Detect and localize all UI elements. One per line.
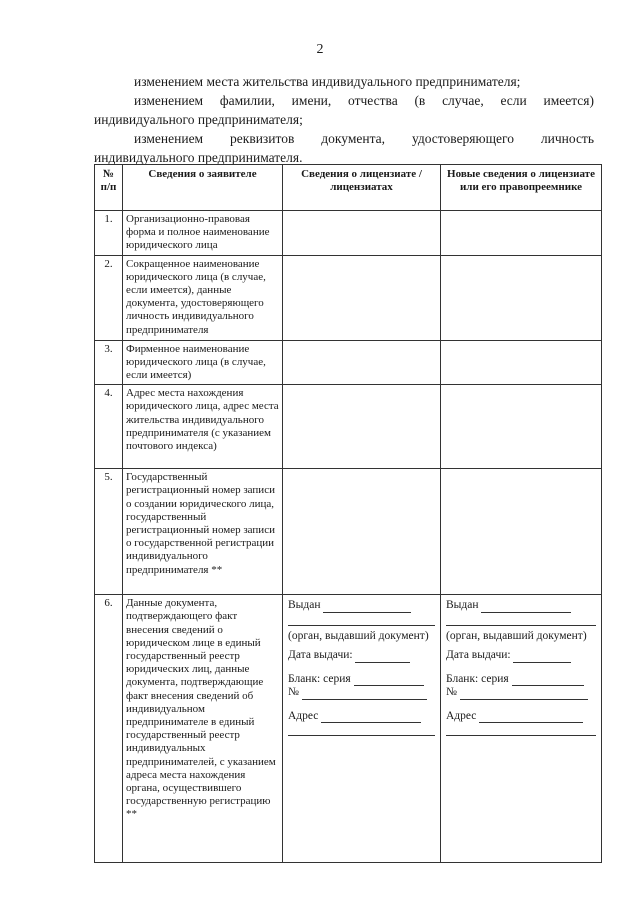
header-num: № п/п (95, 165, 123, 211)
licensee-cell[interactable] (283, 255, 441, 340)
row-label: Адрес места нахождения юридического лица, адрес места жительства индивидуального предпринимателя (с указанием почтового индекса) (123, 385, 283, 469)
issued-input-line-2[interactable] (446, 615, 596, 626)
table-row (95, 595, 602, 863)
row-number: 4. (95, 385, 123, 469)
form-series-input-line[interactable] (354, 674, 424, 686)
form-series-input-line[interactable] (512, 674, 584, 686)
table-header-row (95, 165, 602, 211)
address-input-line[interactable] (479, 711, 583, 723)
licensee-cell[interactable] (283, 340, 441, 385)
issue-date-label: Дата выдачи: (288, 649, 353, 662)
row-number: 1. (95, 211, 123, 256)
issuer-note: (орган, выдавший документ) (288, 629, 429, 642)
row-label: Государственный регистрационный номер записи о создании юридического лица, государственный регистрационный номер записи о государственной регистрации индивидуального предпринимателя ** (123, 469, 283, 595)
licensee-document-fields (283, 595, 441, 863)
licensee-cell[interactable] (283, 469, 441, 595)
issued-label: Выдан (446, 599, 479, 612)
intro-line-2: изменением фамилии, имени, отчества (в случае, если имеется) индивидуального предпринимателя; (94, 93, 594, 127)
row-number: 5. (95, 469, 123, 595)
form-series-label: Бланк: серия (446, 672, 509, 685)
new-info-cell[interactable] (441, 340, 602, 385)
row-label: Фирменное наименование юридического лица (в случае, если имеется) (123, 340, 283, 385)
intro-line-1: изменением места жительства индивидуального предпринимателя; (134, 74, 521, 89)
number-label: № (446, 686, 457, 699)
issue-date-input-line[interactable] (355, 651, 410, 663)
number-label: № (288, 686, 299, 699)
table-row (95, 211, 602, 256)
row-number: 6. (95, 595, 123, 863)
table-row (95, 255, 602, 340)
issue-date-input-line[interactable] (513, 651, 571, 663)
table-row (95, 385, 602, 469)
row-label: Сокращенное наименование юридического лица (в случае, если имеется), данные документа, удостоверяющего личность индивидуального предпринимателя (123, 255, 283, 340)
address-input-line[interactable] (321, 711, 421, 723)
header-licensee: Сведения о лицензиате / лицензиатах (283, 165, 441, 211)
address-input-line-2[interactable] (288, 725, 435, 736)
page-number: 2 (316, 42, 324, 57)
number-input-line[interactable] (460, 688, 588, 700)
row-label: Данные документа, подтверждающего факт внесения сведений о юридическом лице в единый государственный реестр юридических лиц, данные документа, подтверждающие факт внесения сведений об индивидуальном предпринимателе в единый государственный реестр индивидуальных предпринимателей, с указанием адреса места нахождения органа, осуществившего государственную регистрацию ** (123, 595, 283, 863)
new-document-fields (441, 595, 602, 863)
issuer-note: (орган, выдавший документ) (446, 629, 587, 642)
new-info-cell[interactable] (441, 255, 602, 340)
license-info-table (94, 164, 602, 863)
new-info-cell[interactable] (441, 211, 602, 256)
intro-text (94, 72, 594, 167)
row-number: 2. (95, 255, 123, 340)
licensee-cell[interactable] (283, 211, 441, 256)
address-label: Адрес (288, 709, 319, 722)
header-new-info: Новые сведения о лицензиате или его правопреемнике (441, 165, 602, 211)
licensee-cell[interactable] (283, 385, 441, 469)
row-label: Организационно-правовая форма и полное наименование юридического лица (123, 211, 283, 256)
new-info-cell[interactable] (441, 385, 602, 469)
intro-line-3: изменением реквизитов документа, удостоверяющего личность индивидуального предпринимателя. (94, 131, 594, 165)
issued-input-line[interactable] (323, 601, 411, 613)
table-row (95, 340, 602, 385)
row-number: 3. (95, 340, 123, 385)
address-label: Адрес (446, 709, 477, 722)
issued-input-line[interactable] (481, 601, 571, 613)
table-row (95, 469, 602, 595)
header-applicant: Сведения о заявителе (123, 165, 283, 211)
issue-date-label: Дата выдачи: (446, 649, 511, 662)
new-info-cell[interactable] (441, 469, 602, 595)
issued-label: Выдан (288, 599, 321, 612)
address-input-line-2[interactable] (446, 725, 596, 736)
issued-input-line-2[interactable] (288, 615, 435, 626)
number-input-line[interactable] (302, 688, 427, 700)
form-series-label: Бланк: серия (288, 672, 351, 685)
